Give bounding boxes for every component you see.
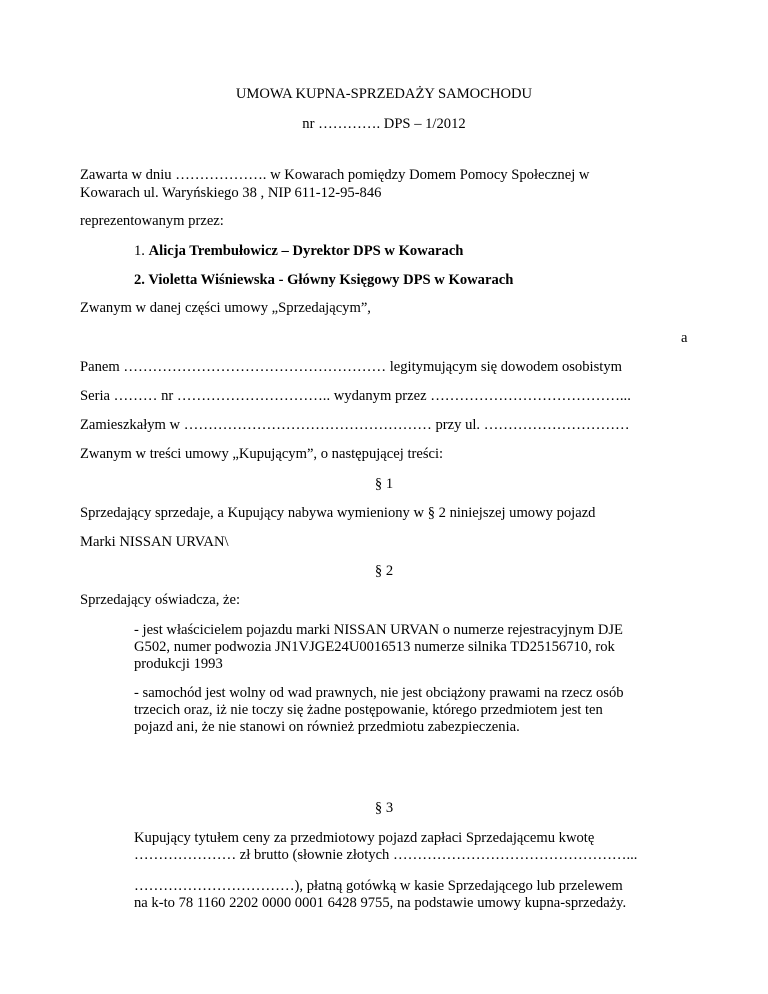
document-title: UMOWA KUPNA-SPRZEDAŻY SAMOCHODU: [235, 86, 533, 102]
section-heading-1: § 1: [374, 476, 394, 492]
section-2-item-2-line: - samochód jest wolny od wad prawnych, nie jest obciążony prawami na rzecz osób: [134, 685, 624, 701]
section-heading-3: § 3: [374, 800, 394, 816]
buyer-address-line: Zamieszkałym w …………………………………………… przy ul. …………………………: [80, 417, 630, 433]
buyer-label: Zwanym w treści umowy „Kupującym”, o następującej treści:: [80, 446, 444, 462]
section-3-line: ……………………………), płatną gotówką w kasie Sprzedającego lub przelewem: [134, 878, 623, 894]
representative-number: 1.: [134, 243, 145, 259]
section-2-item-2-line: pojazd ani, że nie stanowi on również przedmiotu zabezpieczenia.: [134, 719, 520, 735]
intro-line: Kowarach ul. Waryńskiego 38 , NIP 611-12-95-846: [80, 185, 382, 201]
section-2-item-1-line: - jest właścicielem pojazdu marki NISSAN URVAN o numerze rejestracyjnym DJE: [134, 622, 623, 638]
buyer-id-line: Seria ……… nr ………………………….. wydanym przez …………………………………...: [80, 388, 631, 404]
section-heading-2: § 2: [374, 563, 394, 579]
representative-number: 2.: [134, 272, 145, 288]
buyer-name-line: Panem ……………………………………………… legitymującym się dowodem osobistym: [80, 359, 622, 375]
section-3-line: Kupujący tytułem ceny za przedmiotowy pojazd zapłaci Sprzedającemu kwotę: [134, 830, 595, 846]
representative-1: [134, 243, 463, 260]
section-2-item-2-line: trzecich oraz, iż nie toczy się żadne postępowanie, którego przedmiotem jest ten: [134, 702, 603, 718]
intro-line: Zawarta w dniu ………………. w Kowarach pomiędzy Domem Pomocy Społecznej w: [80, 167, 590, 183]
contract-number: nr …………. DPS – 1/2012: [302, 116, 466, 132]
represented-by-label: reprezentowanym przez:: [80, 213, 224, 229]
section-2-line: Sprzedający oświadcza, że:: [80, 592, 241, 608]
section-1-line: Sprzedający sprzedaje, a Kupujący nabywa wymieniony w § 2 niniejszej umowy pojazd: [80, 505, 596, 521]
section-3-line: na k-to 78 1160 2202 0000 0001 6428 9755, na podstawie umowy kupna-sprzedaży.: [134, 895, 627, 911]
representative-text: Alicja Trembułowicz – Dyrektor DPS w Kowarach: [148, 243, 464, 259]
section-2-item-1-line: G502, numer podwozia JN1VJGE24U0016513 numerze silnika TD25156710, rok: [134, 639, 615, 655]
section-3-line: ………………… zł brutto (słownie złotych …………………………………………...: [134, 847, 638, 863]
section-1-line: Marki NISSAN URVAN\: [80, 534, 229, 550]
seller-label: Zwanym w danej części umowy „Sprzedającym”,: [80, 300, 371, 316]
and-conjunction: a: [681, 330, 688, 346]
representative-2: [134, 272, 513, 289]
representative-text: Violetta Wiśniewska - Główny Księgowy DPS w Kowarach: [148, 272, 514, 288]
section-2-item-1-line: produkcji 1993: [134, 656, 223, 672]
